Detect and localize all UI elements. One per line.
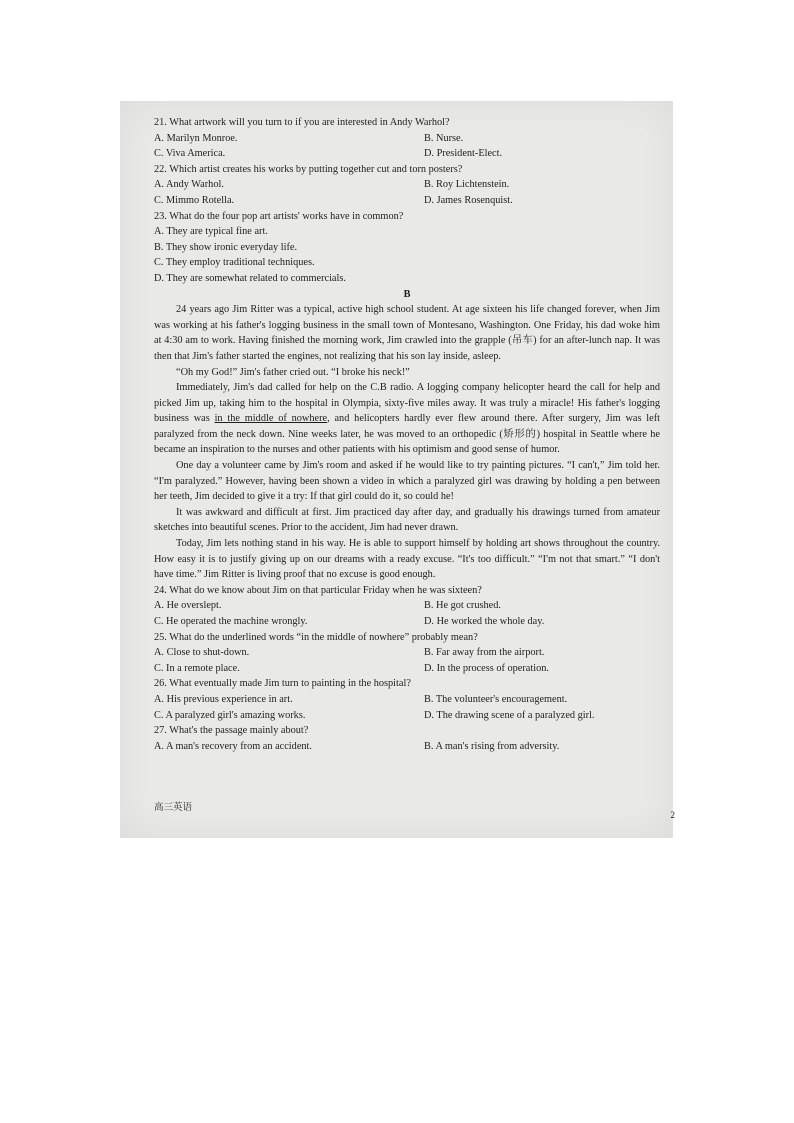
question-25-options-row1 [154, 645, 660, 661]
option-22-b: B. Roy Lichtenstein. [424, 179, 510, 191]
option-23-b: B. They show ironic everyday life. [154, 241, 298, 253]
passage-b [154, 302, 660, 583]
question-22-stem: 22. Which artist creates his works by putting together cut and torn posters? [154, 163, 463, 175]
question-21-options-row2 [154, 146, 660, 162]
underlined-phrase: in the middle of nowhere [214, 413, 328, 425]
option-24-b: B. He got crushed. [424, 600, 501, 612]
section-heading-b: B [403, 288, 411, 300]
option-25-b: B. Far away from the airport. [424, 647, 545, 659]
question-25-options-row2 [154, 661, 660, 677]
question-24-options-row2 [154, 614, 660, 630]
question-23-stem: 23. What do the four pop art artists' works have in common? [154, 210, 404, 222]
option-26-d: D. The drawing scene of a paralyzed girl. [424, 709, 595, 721]
option-26-c: C. A paralyzed girl's amazing works. [154, 709, 306, 721]
question-22-options-row1 [154, 177, 660, 193]
exam-page [120, 101, 673, 838]
question-21-stem: 21. What artwork will you turn to if you are interested in Andy Warhol? [154, 117, 450, 128]
question-26-stem: 26. What eventually made Jim turn to painting in the hospital? [154, 678, 411, 690]
question-26-options-row2 [154, 708, 660, 724]
question-22-options-row2 [154, 193, 660, 209]
exam-content [154, 115, 660, 754]
question-21-options-row1 [154, 131, 660, 147]
option-24-c: C. He operated the machine wrongly. [154, 616, 308, 627]
option-24-a: A. He overslept. [154, 600, 222, 612]
question-27-options-row1 [154, 739, 660, 755]
question-24-stem: 24. What do we know about Jim on that particular Friday when he was sixteen? [154, 584, 482, 596]
option-25-a: A. Close to shut-down. [154, 647, 250, 659]
option-23-a: A. They are typical fine art. [154, 226, 268, 238]
passage-paragraph-3-end: , and helicopters hardly ever flew around there. After surgery, Jim was left paralyzed from the neck down. Nine weeks later, he was moved to an orthopedic (矫形的) hospital in Seattle where he became an inspiration to the nurses and other patients with his optimism and good sense of humor. [154, 413, 660, 456]
option-27-b: B. A man's rising from adversity. [424, 740, 560, 752]
option-25-c: C. In a remote place. [154, 662, 240, 674]
passage-paragraph-6: Today, Jim lets nothing stand in his way. He is able to support himself by holding art shows throughout the country. How easy it is to justify giving up on our dreams with a ready excuse. “It's too difficult.” “I'm not that smart.” “I don't have time.” Jim Ritter is living proof that no excuse is good enough. [154, 538, 660, 581]
option-21-a: A. Marilyn Monroe. [154, 132, 238, 144]
passage-paragraph-3-start: Immediately, Jim's dad called for help on the C.B radio. A logging company helicopter heard the call for help and picked Jim up, taking him to the hospital in Olympia, sixty-five miles away. It was truly a miracle! His father's logging business was [154, 382, 660, 425]
option-22-c: C. Mimmo Rotella. [154, 194, 235, 206]
passage-paragraph-4: One day a volunteer came by Jim's room and asked if he would like to try painting pictures. “I can't,” Jim told her. “I'm paralyzed.” However, having been shown a video in which a paralyzed girl was drawing by holding a pen between her teeth, Jim decided to give it a try: If that girl could do it, so could he! [154, 460, 660, 503]
question-27-stem: 27. What's the passage mainly about? [154, 725, 309, 737]
passage-paragraph-5: It was awkward and difficult at first. Jim practiced day after day, and gradually his drawings turned from amateur sketches into beautiful scenes. Prior to the accident, Jim had never drawn. [154, 506, 660, 534]
option-22-d: D. James Rosenquist. [424, 194, 513, 206]
option-21-b: B. Nurse. [424, 132, 464, 144]
question-24-options-row1 [154, 598, 660, 614]
option-26-a: A. His previous experience in art. [154, 693, 293, 705]
option-23-c: C. They employ traditional techniques. [154, 257, 315, 269]
passage-paragraph-3 [154, 380, 660, 458]
passage-paragraph-1: 24 years ago Jim Ritter was a typical, active high school student. At age sixteen his life changed forever, when Jim was working at his father's logging business in the small town of Montesano, Washington. One Friday, his dad woke him at 4:30 am to work. Having finished the morning work, Jim crawled into the grapple (吊车) for an after-lunch nap. It was then that Jim's father started the engines, not realizing that his son lay inside, asleep. [154, 304, 660, 362]
option-25-d: D. In the process of operation. [424, 662, 549, 674]
option-26-b: B. The volunteer's encouragement. [424, 693, 568, 705]
page-footer: 高三英语 [154, 802, 193, 814]
option-24-d: D. He worked the whole day. [424, 616, 545, 627]
option-22-a: A. Andy Warhol. [154, 179, 224, 191]
question-25-stem: 25. What do the underlined words “in the middle of nowhere” probably mean? [154, 631, 478, 643]
option-21-c: C. Viva America. [154, 148, 226, 160]
page-number: 2 [670, 810, 675, 821]
passage-paragraph-2: “Oh my God!” Jim's father cried out. “I broke his neck!” [176, 366, 410, 378]
option-27-a: A. A man's recovery from an accident. [154, 740, 312, 752]
option-21-d: D. President-Elect. [424, 148, 503, 160]
question-26-options-row1 [154, 692, 660, 708]
option-23-d: D. They are somewhat related to commercials. [154, 272, 346, 284]
